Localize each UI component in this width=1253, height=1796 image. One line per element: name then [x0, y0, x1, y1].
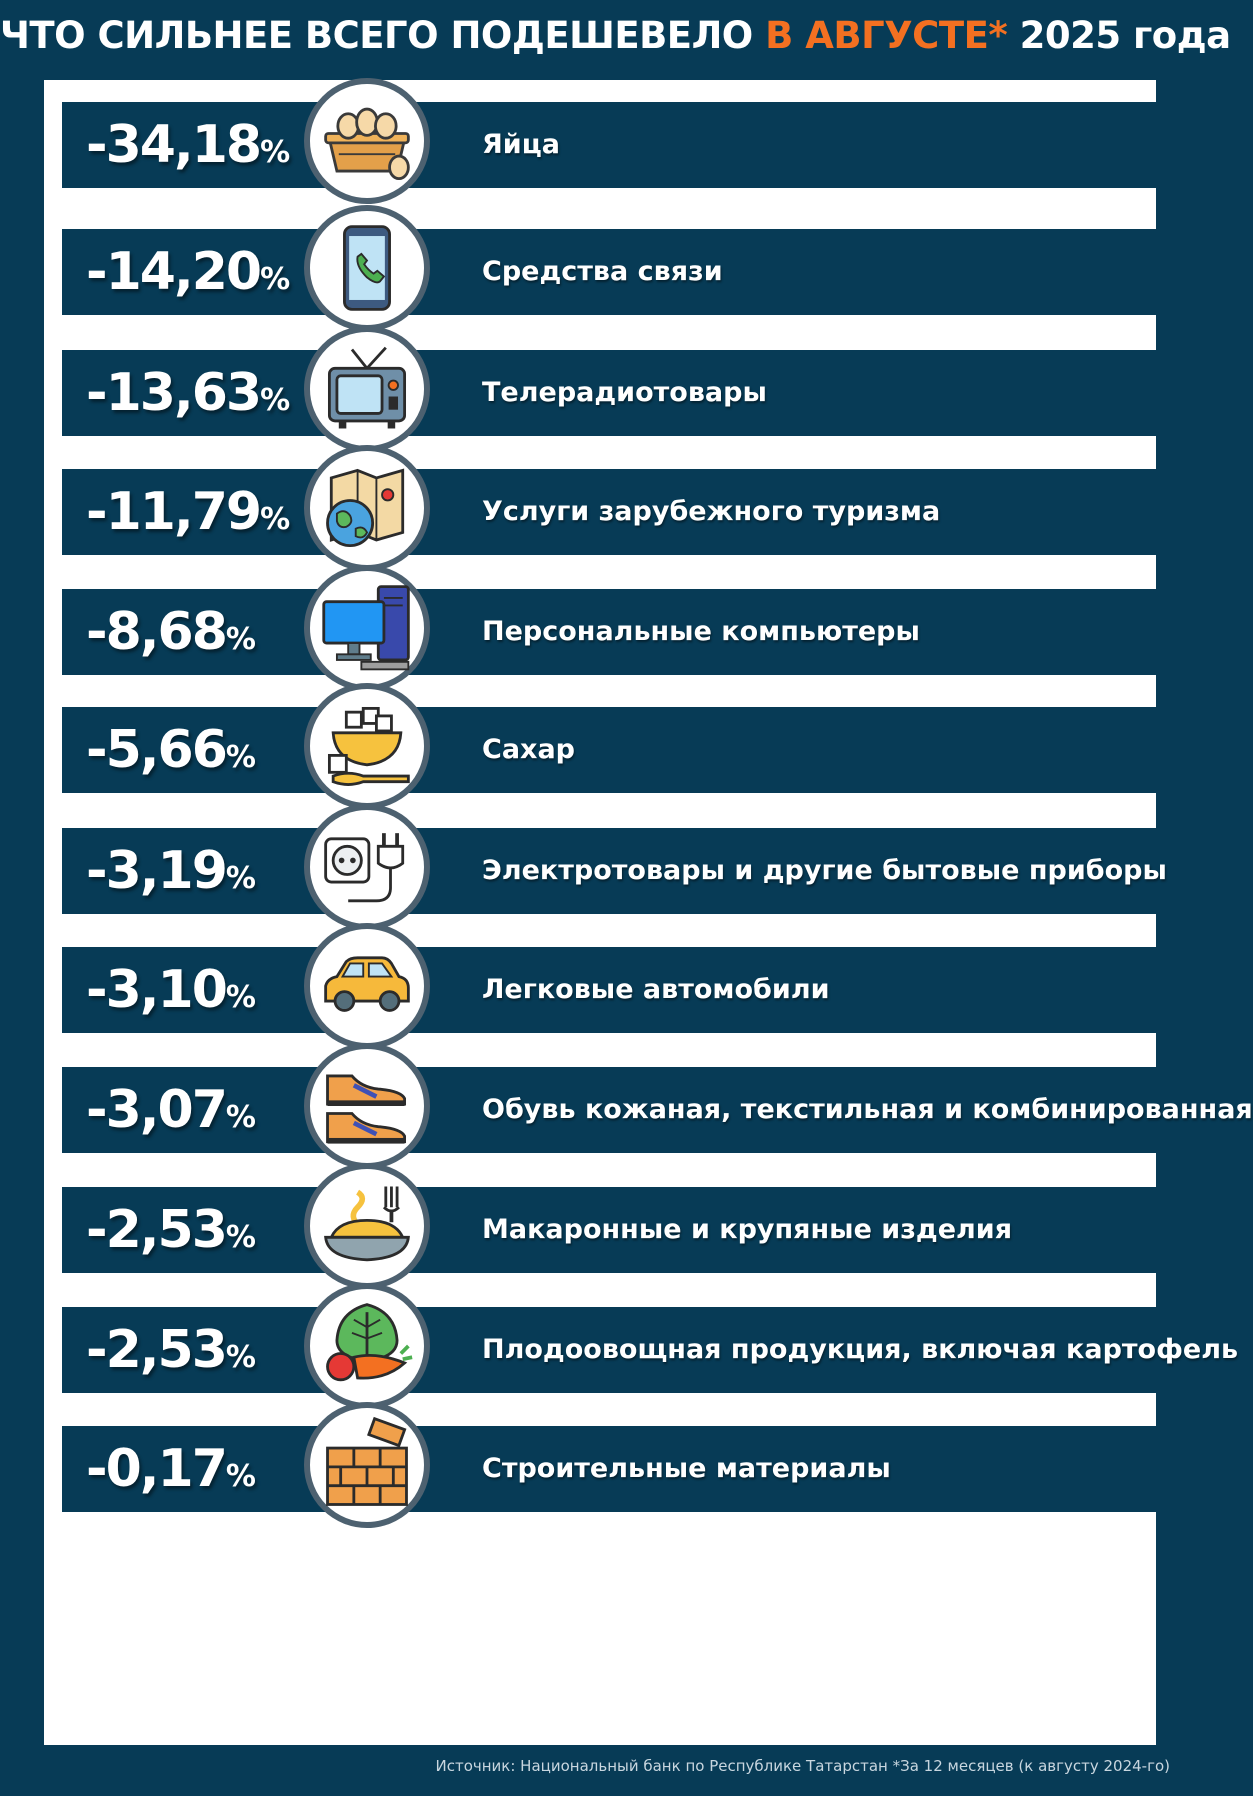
desktop-computer-icon: [304, 565, 430, 691]
item-label: Обувь кожаная, текстильная и комбинированная: [482, 1094, 1253, 1125]
item-label: Макаронные и крупяные изделия: [482, 1214, 1013, 1245]
source-note: Источник: Национальный банк по Республике Татарстан *За 12 месяцев (к августу 2024-го): [435, 1757, 1170, 1775]
title-tail: 2025 года: [1019, 14, 1231, 57]
pasta-icon: [304, 1163, 430, 1289]
globe-map-icon: [304, 445, 430, 571]
item-bar: [62, 1307, 1239, 1393]
sneakers-icon: [304, 1043, 430, 1169]
list-item: [44, 1404, 1156, 1580]
item-percent: -3,07%: [86, 1080, 256, 1140]
item-label: Строительные материалы: [482, 1453, 891, 1484]
item-percent: -8,68%: [86, 602, 256, 662]
sugar-bowl-icon: [304, 683, 430, 809]
eggs-basket-icon: [304, 78, 430, 204]
item-bar: [62, 229, 1156, 315]
socket-plug-icon: [304, 804, 430, 930]
car-icon: [304, 923, 430, 1049]
item-percent: -14,20%: [86, 242, 291, 302]
item-percent: -13,63%: [86, 363, 291, 423]
item-label: Электротовары и другие бытовые приборы: [482, 855, 1167, 886]
smartphone-icon: [304, 205, 430, 331]
item-bar: [62, 589, 1156, 675]
item-bar: [62, 1067, 1253, 1153]
item-bar: [62, 707, 1156, 793]
vegetables-icon: [304, 1283, 430, 1409]
retro-tv-icon: [304, 326, 430, 452]
item-percent: -2,53%: [86, 1200, 256, 1260]
item-percent: -3,10%: [86, 960, 256, 1020]
item-label: Телерадиотовары: [482, 377, 767, 408]
item-percent: -0,17%: [86, 1439, 256, 1499]
item-bar: [62, 350, 1156, 436]
item-percent: -34,18%: [86, 115, 291, 175]
item-bar: [62, 1426, 1156, 1512]
item-percent: -5,66%: [86, 720, 256, 780]
item-label: Средства связи: [482, 256, 723, 287]
list-panel: [44, 80, 1253, 1745]
item-bar: [62, 1187, 1156, 1273]
title-main: ЧТО СИЛЬНЕЕ ВСЕГО ПОДЕШЕВЕЛО: [0, 14, 753, 57]
item-percent: -11,79%: [86, 482, 291, 542]
item-label: Услуги зарубежного туризма: [482, 496, 941, 527]
item-label: Плодоовощная продукция, включая картофель: [482, 1334, 1239, 1365]
page-title: [0, 14, 1231, 57]
item-bar: [62, 102, 1156, 188]
bricks-icon: [304, 1402, 430, 1528]
item-label: Персональные компьютеры: [482, 616, 920, 647]
item-percent: -3,19%: [86, 841, 256, 901]
item-percent: -2,53%: [86, 1320, 256, 1380]
item-label: Яйца: [482, 129, 560, 160]
title-accent: В АВГУСТЕ*: [765, 14, 1008, 57]
item-bar: [62, 828, 1167, 914]
item-bar: [62, 469, 1156, 555]
item-label: Сахар: [482, 734, 575, 765]
item-bar: [62, 947, 1156, 1033]
item-label: Легковые автомобили: [482, 974, 830, 1005]
